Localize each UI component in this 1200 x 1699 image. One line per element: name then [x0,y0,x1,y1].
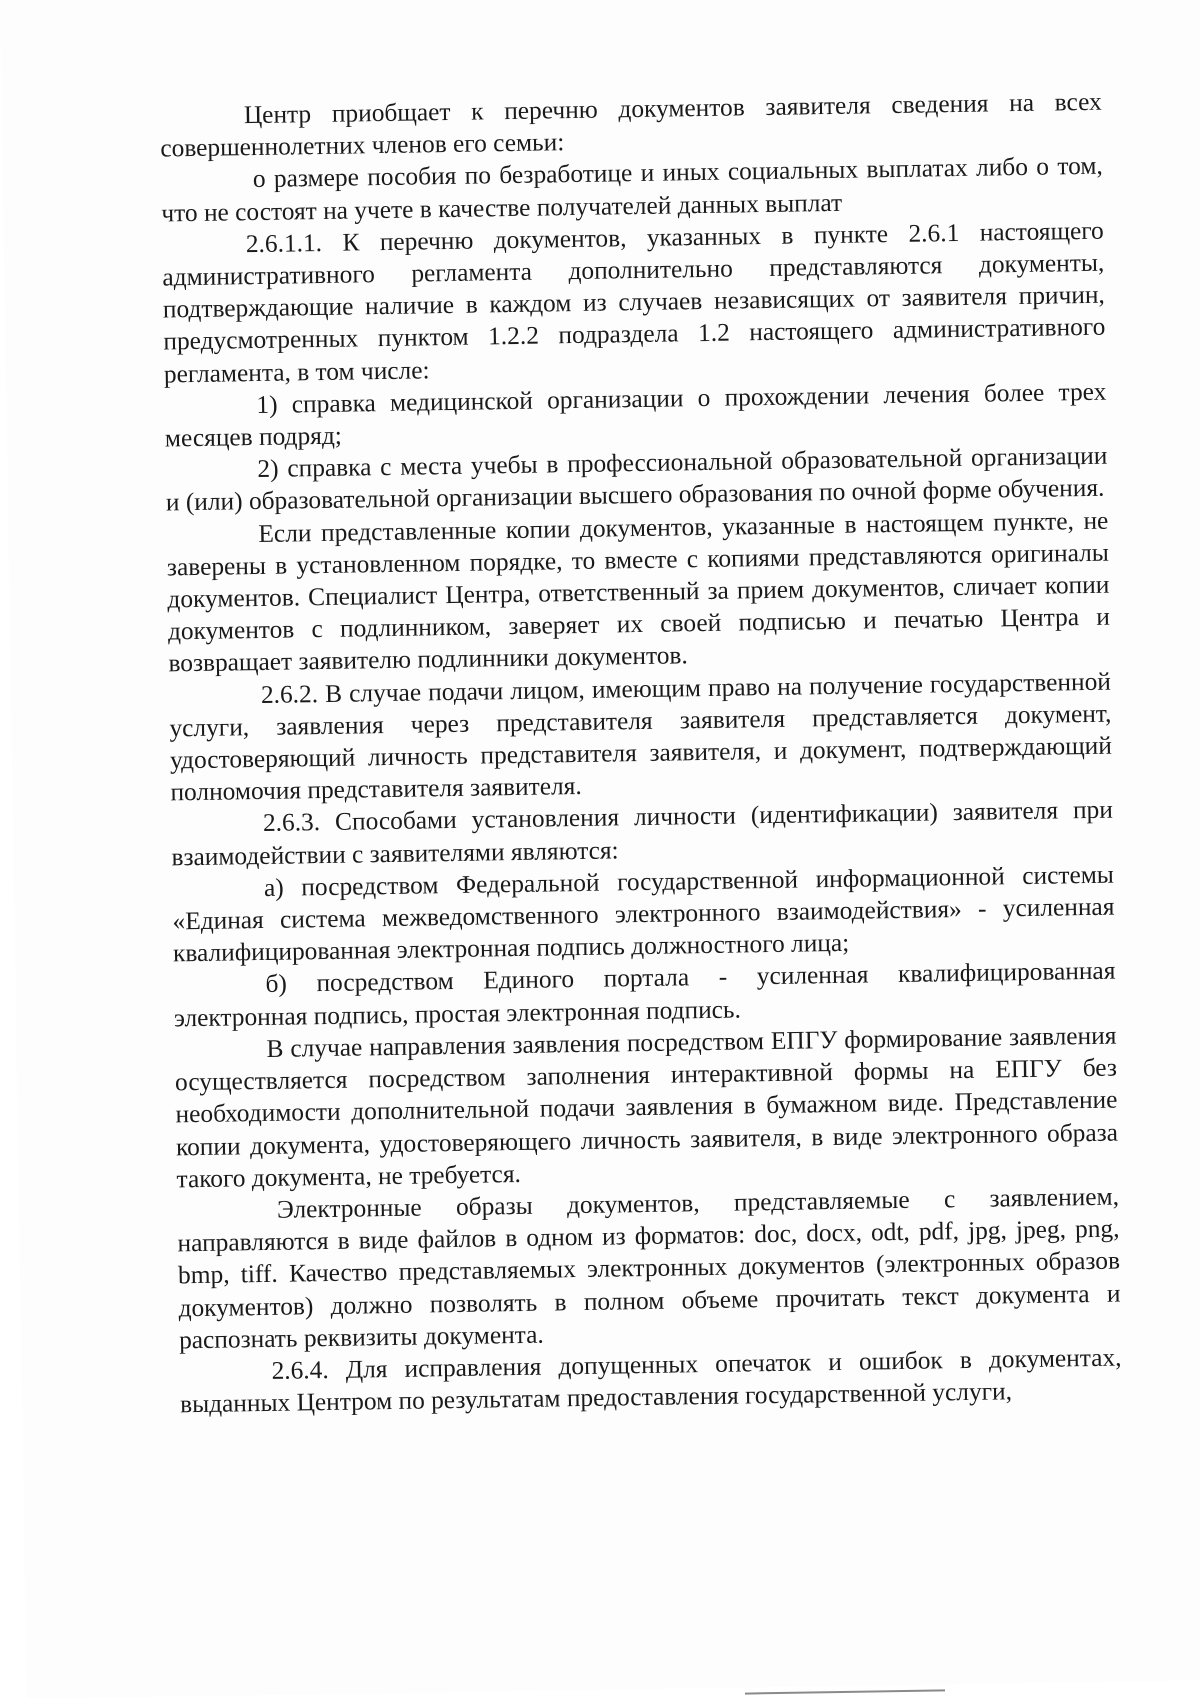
paragraph-2-6-3: 2.6.3. Способами установления личности (идентификации) заявителя при взаимодействии с заявителями являются: [171,796,1114,872]
paragraph-item-2: 2) справка с места учебы в профессиональной образовательной организации и (или) образовательной организации высшего образования по очной форме обучения. [165,441,1108,517]
paragraph-unemployment-benefit: о размере пособия по безработице и иных социальных выплатах либо о том, что не состоят на учете в качестве получателей данных выплат [161,152,1103,228]
paragraph-electronic-images: Электронные образы документов, представляемые с заявлением, направляются в виде файлов в одном из форматов: doc, docx, odt, pdf, jpg, jpeg, png, bmp, tiff. Качество представляемых электронных документов (электронных образов документов) должно позволять в полном объеме прочитать текст документа и распознать реквизиты документа. [177,1182,1121,1355]
paragraph-epgu-application: В случае направления заявления посредством ЕПГУ формирование заявления осуществляется посредством заполнения интерактивной формы на ЕПГУ без необходимости дополнительной подачи заявления в бумажном виде. Представление копии документа, удостоверяющего личность заявителя, в виде электронного образа такого документа, не требуется. [174,1021,1119,1194]
paragraph-item-a: а) посредством Федеральной государственной информационной системы «Единая система межведомственного электронного взаимодействия» - усиленная квалифицированная электронная подпись должностного лица; [172,860,1115,968]
paragraph-2-6-4: 2.6.4. Для исправления допущенных опечаток и ошибок в документах, выданных Центром по результатам предоставления государственной услуги, [179,1343,1122,1419]
paragraph-family-members: Центр приобщает к перечню документов заявителя сведения на всех совершеннолетних членов его семьи: [160,87,1102,163]
scan-edge-line [745,1689,945,1694]
paragraph-2-6-1-1: 2.6.1.1. К перечню документов, указанных в пункте 2.6.1 настоящего административного регламента дополнительно представляются документы, подтверждающие наличие в каждом из случаев независящих от заявителя причин, предусмотренных пунктом 1.2.2 подраздела 1.2 настоящего административного регламента, в том числе: [162,216,1106,389]
paragraph-2-6-2: 2.6.2. В случае подачи лицом, имеющим право на получение государственной услуги, заявления через представителя заявителя представляется документ, удостоверяющий личность представителя заявителя, и документ, подтверждающий полномочия представителя заявителя. [169,667,1113,807]
paragraph-document-copies: Если представленные копии документов, указанные в настоящем пункте, не заверены в установленном порядке, то вместе с копиями представляются оригиналы документов. Специалист Центра, ответственный за прием документов, сличает копии документов с подлинником, заверяет их своей подписью и печатью Центра и возвращает заявителю подлинники документов. [166,506,1111,678]
paragraph-item-b: б) посредством Единого портала - усиленная квалифицированная электронная подпись, простая электронная подпись. [173,957,1116,1033]
paragraph-item-1: 1) справка медицинской организации о прохождении лечения более трех месяцев подряд; [164,377,1107,453]
